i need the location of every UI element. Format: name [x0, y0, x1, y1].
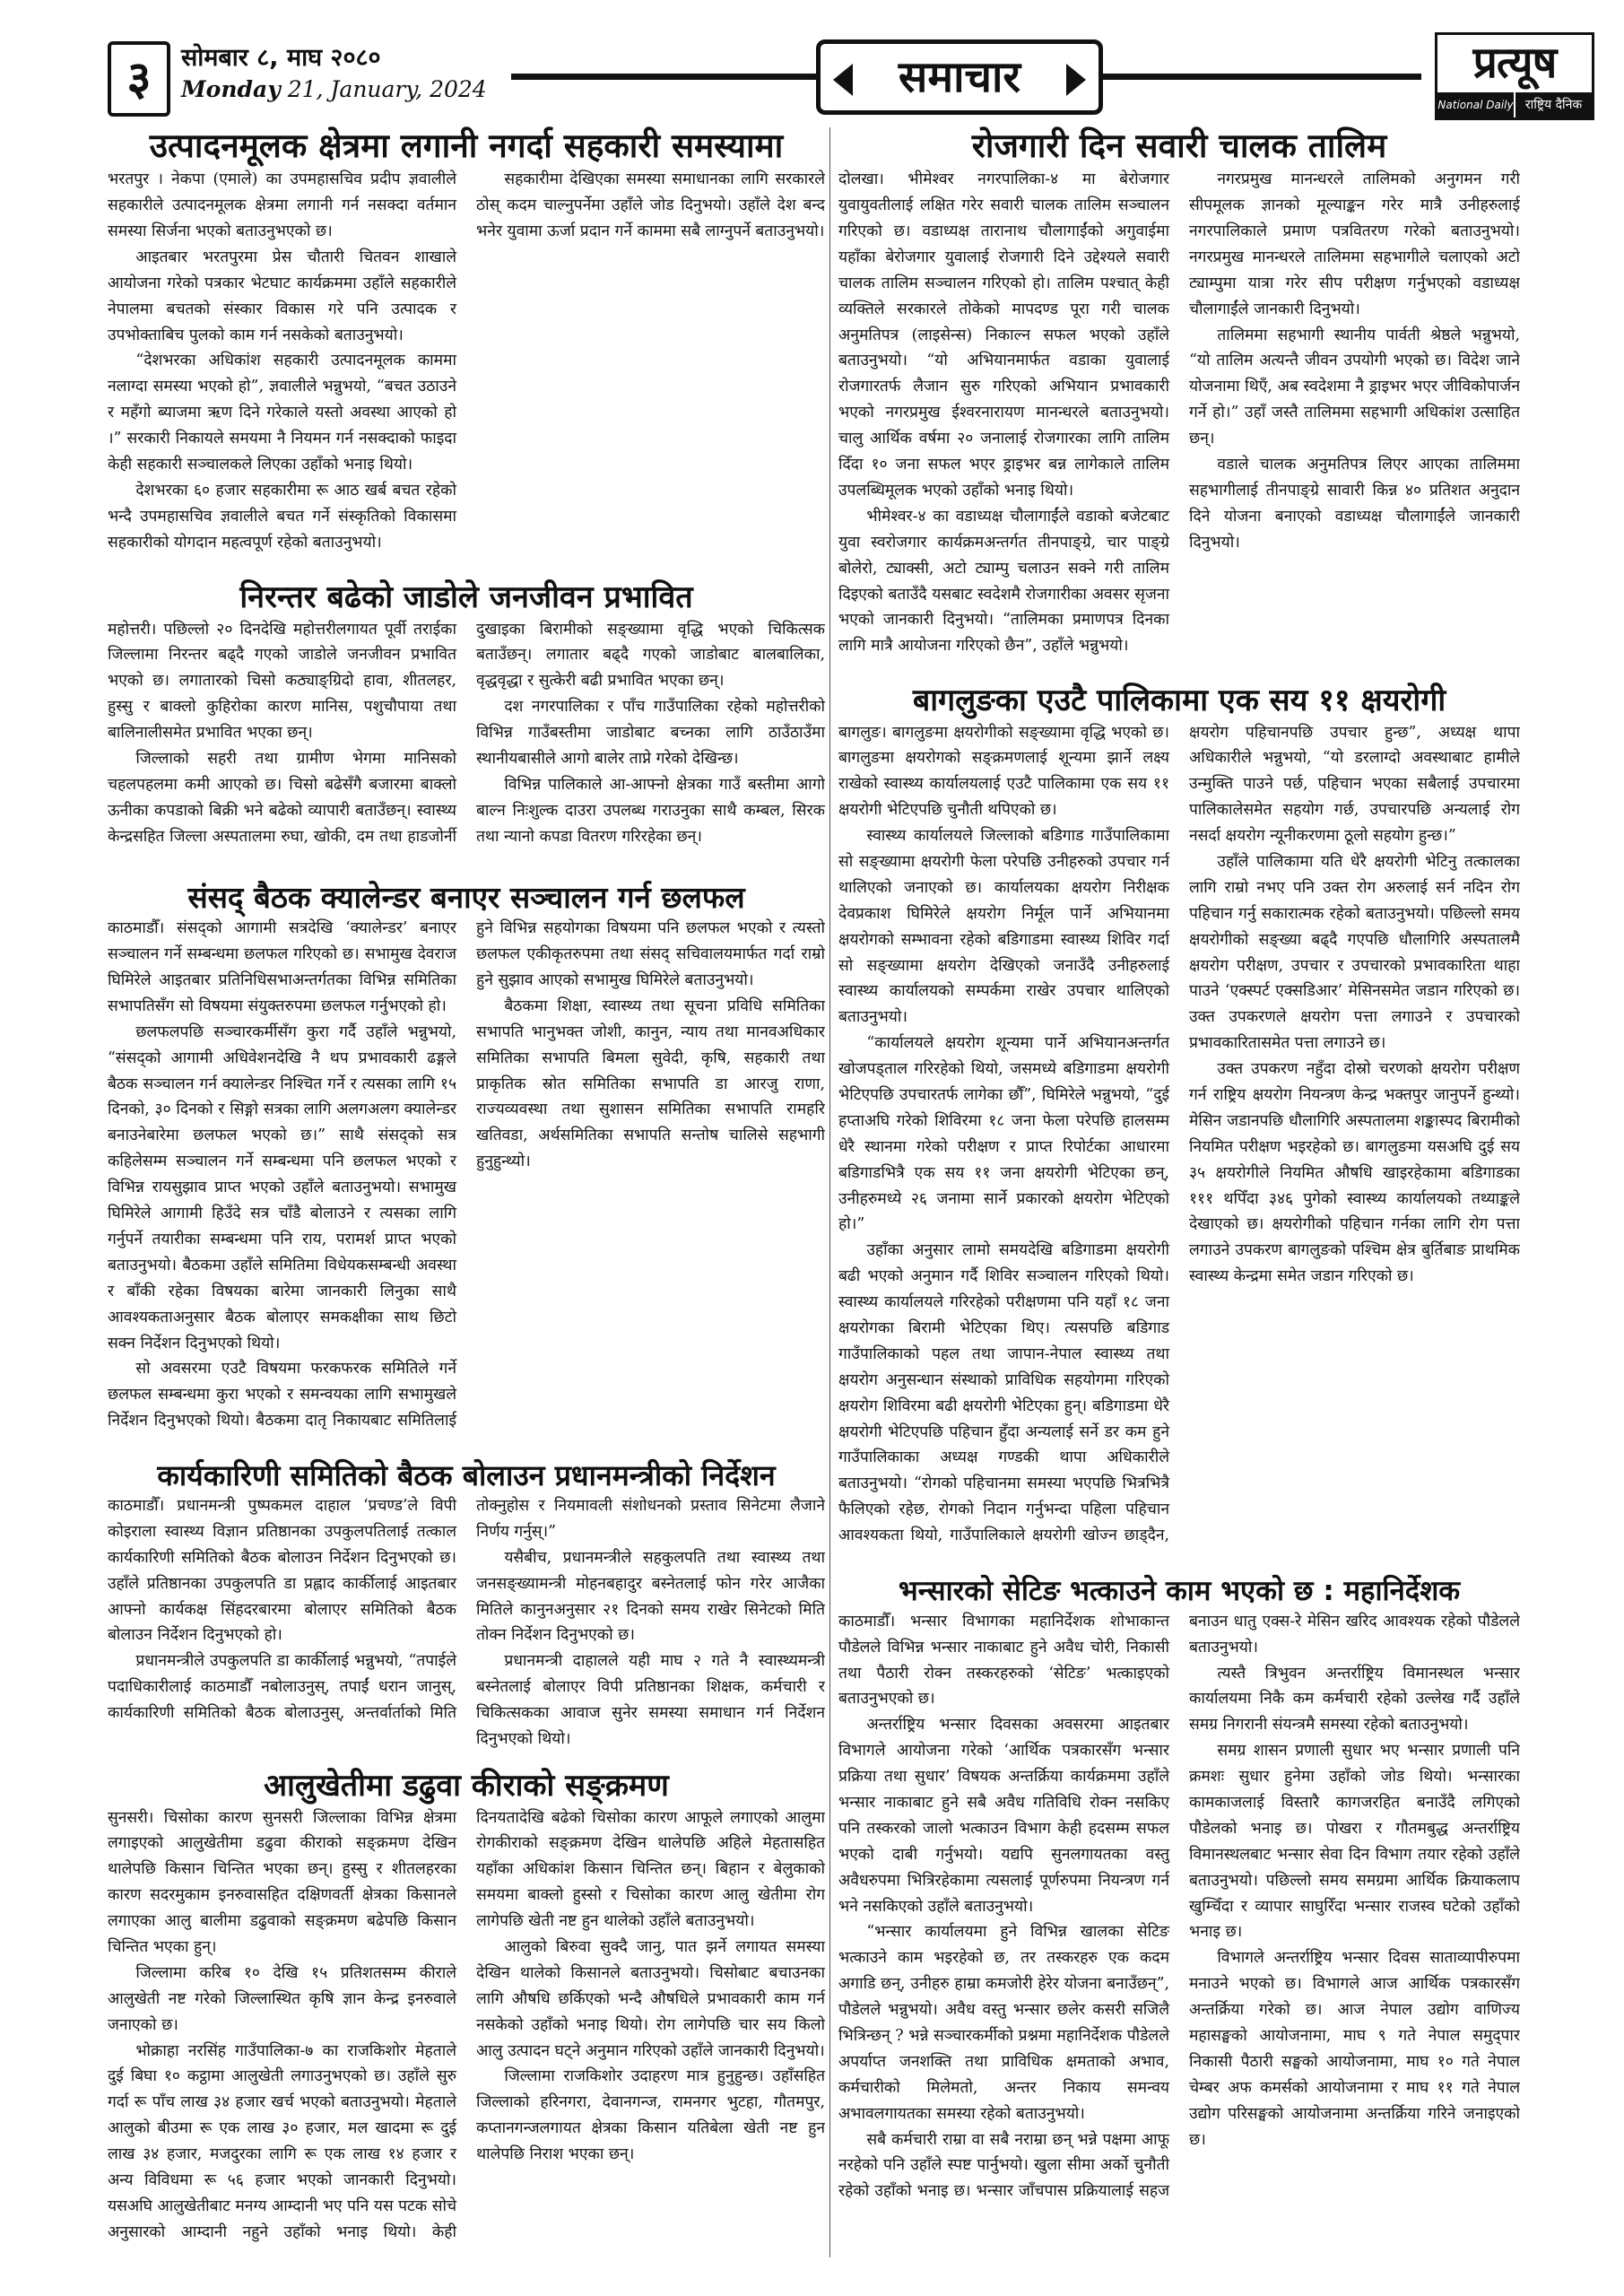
article-headline: निरन्तर बढेको जाडोले जनजीवन प्रभावित — [239, 579, 693, 615]
article-paragraph: बैठकमा शिक्षा, स्वास्थ्य तथा सूचना प्रविधि समितिका सभापति भानुभक्त जोशी, कानुन, न्याय तथा मानवअधिकार समितिका सभापति बिमला सुवेदी, कृषि, सहकारी तथा प्राकृतिक स्रोत समितिका सभापति डा आरजु राणा, राज्यव्यवस्था तथा सुशासन समितिका सभापति रामहरि खतिवडा, अर्थसमितिका सभापति सन्तोष चालिसे सहभागी हुनुहुन्थ्यो। — [476, 996, 825, 1171]
date-block — [181, 39, 504, 102]
article-paragraph: दश नगरपालिका र पाँच गाउँपालिका रहेको महोत्तरीको विभिन्न गाउँबस्तीमा जाडोबाट बच्नका लागि ठाउँठाउँमा स्थानीयबासीले आगो बालेर ताप्ने गरेको देखिन्छ। — [476, 698, 825, 768]
article-paragraph: जिल्लामा राजकिशोर उदाहरण मात्र हुनुहुन्छ। उहाँसहित जिल्लाको हरिनगरा, देवानगन्ज, रामनगर भुटहा, गौतमपुर, कप्तानगन्जलगायत क्षेत्रका किसान यतिबेला खेती नष्ट हुन थालेपछि निराश भएका छन्। — [476, 2067, 825, 2164]
article-paragraph: विभागले अन्तर्राष्ट्रिय भन्सार दिवस साताव्यापीरुपमा मनाउने भएको छ। विभागले आज आर्थिक पत्रकारसँग अन्तर्क्रिया गरेको छ। आज नेपाल उद्योग वाणिज्य महासङ्घको आयोजनामा, माघ ९ गते नेपाल समुद्पार निकासी पैठारी सङ्घको आयोजनामा, माघ १० गते नेपाल चेम्बर अफ कमर्सको आयोजनामा र माघ ११ गते नेपाल उद्योग परिसङ्घको आयोजनामा अन्तर्क्रिया गरिने जनाइएको छ। — [1189, 1949, 1520, 2149]
newspaper-logo — [1435, 32, 1594, 120]
article-paragraph: सो अवसरमा एउटै विषयमा फरकफरक समितिले गर्ने छलफल सम्बन्धमा कुरा भएको र समन्वयका लागि सभामुखले निर्देशन दिनुभएको थियो। बैठकमा दातृ निकायबाट समितिलाई हुने विभिन्न सहयोगका विषयमा पनि छलफल भएको र त्यस्तो छलफल एकीकृतरुपमा तथा संसद् सचिवालयमार्फत गर्दा राम्रो हुने सुझाव आएको सभामुख घिमिरेले बताउनुभयो। — [108, 919, 825, 1431]
article-paragraph: भोक्राहा नरसिंह गाउँपालिका-७ का राजकिशोर मेहताले दुई बिघा १० कट्ठामा आलुखेती लगाउनुभएको छ। उहाँले सुरु गर्दा रू पाँच लाख ३४ हजार खर्च भएको बताउनुभयो। मेहताले आलुको बीउमा रू एक लाख ३० हजार, मल खादमा रू दुई लाख ३४ हजार, मजदुरका लागि रू एक लाख १४ हजार र अन्य विविधमा रू ५६ हजार भएको जानकारी दिनुभयो। यसअघि आलुखेतीबाट मनग्य आम्दानी भए पनि यस पटक सोचे अनुसारको आम्दानी नहुने उहाँको भनाइ थियो। केही दिनयतादेखि बढेको चिसोका कारण आफूले लगाएको आलुमा रोगकीराको सङ्क्रमण देखिन थालेपछि अहिले मेहतासहित यहाँका अधिकांश किसान चिन्तित छन्। बिहान र बेलुकाको समयमा बाक्लो हुस्सो र चिसोका कारण आलु खेतीमा रोग लागेपछि खेती नष्ट हुन थालेको उहाँले बताउनुभयो। — [108, 1808, 825, 2241]
article-paragraph: काठमाडौँ। भन्सार विभागका महानिर्देशक शोभाकान्त पौडेलले विभिन्न भन्सार नाकाबाट हुने अवैध चोरी, निकासी तथा पैठारी रोक्न तस्करहरुको ‘सेटिङ’ भत्काइएको बताउनुभएको छ। — [838, 1612, 1169, 1709]
masthead-rule-left — [511, 74, 816, 80]
article-paragraph: छलफलपछि सञ्चारकर्मीसँग कुरा गर्दै उहाँले भन्नुभयो, “संसद्को आगामी अधिवेशनदेखि नै थप प्रभावकारी ढङ्गले बैठक सञ्चालन गर्न क्यालेन्डर निश्चित गर्ने र त्यसका लागि १५ दिनको, ३० दिनको र सिङ्गो सत्रका लागि अलगअलग क्यालेन्डर बनाउनेबारेमा छलफल भएको छ।” साथै संसद्को सत्र कहिलेसम्म सञ्चालन गर्ने सम्बन्धमा पनि छलफल भएको र विभिन्न रायसुझाव प्राप्त भएको उहाँले बताउनुभयो। सभामुख घिमिरेले आगामी हिउँदे सत्र चाँडै बोलाउने र त्यसका लागि गर्नुपर्ने तयारीका सम्बन्धमा पनि राय, परामर्श प्राप्त भएको बताउनुभयो। बैठकमा उहाँले समितिमा विधेयकसम्बन्धी अवस्था र बाँकी रहेका विषयका बारेमा जानकारी लिनुका साथै आवश्यकताअनुसार बैठक बोलाएर समकक्षीका साथ छिटो सक्न निर्देशन दिनुभएको थियो। — [108, 1022, 456, 1352]
article-paragraph: वडाले चालक अनुमतिपत्र लिएर आएका तालिममा सहभागीलाई तीनपाङ्ग्रे सावारी किन्न ४० प्रतिशत अनुदान दिने योजना बनाएको वडाध्यक्ष चौलागाईंले जानकारी दिनुभयो। — [1189, 456, 1520, 552]
date-english-date: 21, January, 2024 — [287, 76, 487, 102]
article-paragraph: समग्र शासन प्रणाली सुधार भए भन्सार प्रणाली पनि क्रमशः सुधार हुनेमा उहाँको जोड थियो। भन्सारका कामकाजलाई विस्तारै कागजरहित बनाउँदै लगिएको पौडेलको भनाइ छ। पोखरा र गौतमबुद्ध अन्तर्राष्ट्रिय विमानस्थलबाट भन्सार सेवा दिन विभाग तयार रहेको उहाँले बताउनुभयो। पछिल्लो समय समग्रमा आर्थिक क्रियाकलाप खुम्चिँदा र व्यापार साघुरिँदा भन्सार राजस्व घटेको उहाँको भनाइ छ। — [1189, 1742, 1520, 1942]
logo-bar — [1437, 92, 1592, 117]
article-sansad — [108, 879, 825, 1453]
article-paragraph: बागलुङ। बागलुङमा क्षयरोगीको सङ्ख्यामा वृद्धि भएको छ। बागलुङमा क्षयरोगको सङ्क्रमणलाई शून्यमा झार्ने लक्ष्य राखेको स्वास्थ्य कार्यालयलाई एउटै पालिकामा एक सय ११ क्षयरोगी भेटिएपछि चुनौती थपिएको छ। — [838, 723, 1169, 820]
logo-name: प्रत्यूष — [1472, 38, 1557, 88]
article-paragraph: “कार्यालयले क्षयरोग शून्यमा पार्ने अभियानअन्तर्गत खोजपड्ताल गरिरहेको थियो, जसमध्ये बडिगाडमा क्षयरोगी भेटिएपछि उपचारतर्फ लागेका छौँ”, घिमिरेले भन्नुभयो, “दुई हप्ताअघि गरेको शिविरमा १८ जना फेला परेपछि हालसम्म धेरै स्थानमा गरेको परीक्षण र प्राप्त रिपोर्टका आधारमा बडिगाडभित्रै एक सय ११ जना क्षयरोगी भेटिएका छन्, उनीहरुमध्ये २६ जनामा सार्ने प्रकारको क्षयरोग भेटिएको हो।” — [838, 1034, 1169, 1234]
article-paragraph: प्रधानमन्त्री दाहालले यही माघ २ गते नै स्वास्थ्यमन्त्री बस्नेतलाई बोलाएर विपी प्रतिष्ठानका शिक्षक, कर्मचारी र चिकित्सकका आवाज सुनेर समस्या समाधान गर्न निर्देशन दिनुभएको थियो। — [476, 1652, 825, 1749]
date-english — [181, 76, 504, 102]
article-headline: संसद् बैठक क्यालेन्डर बनाएर सञ्चालन गर्न छलफल — [187, 880, 745, 915]
article-jado — [108, 578, 825, 874]
article-paragraph: उक्त उपकरण नहुँदा दोस्रो चरणको क्षयरोग परीक्षण गर्न राष्ट्रिय क्षयरोग नियन्त्रण केन्द्र भक्तपुर जानुपर्ने हुन्थ्यो। मेसिन जडानपछि धौलागिरि अस्पतालमा शङ्कास्पद बिरामीको नियमित परीक्षण भइरहेको छ। बागलुङमा यसअघि दुई सय ३५ क्षयरोगीले नियमित औषधि खाइरहेकामा बडिगाडका १११ थपिँदा ३४६ पुगेको स्वास्थ्य कार्यालयको तथ्याङ्कले देखाएको छ। क्षयरोगीको पहिचान गर्नका लागि रोग पत्ता लगाउने उपकरण बागलुङको पश्चिम क्षेत्र बुर्तिबाङ प्राथमिक स्वास्थ्य केन्द्रमा समेत जडान गरिएको छ। — [1189, 1060, 1520, 1286]
article-paragraph: सबै कर्मचारी राम्रा वा सबै नराम्रा छन् भन्ने पक्षमा आफू नरहेको पनि उहाँले स्पष्ट पार्नुभयो। खुला सीमा अर्को चुनौती रहेको उहाँको भनाइ छ। भन्सार जाँचपास प्रक्रियालाई सहज बनाउन धातु एक्स-रे मेसिन खरिद आवश्यक रहेको पौडेलले बताउनुभयो। — [838, 1612, 1520, 2201]
article-body — [108, 617, 825, 870]
date-nepali: सोमबार ८, माघ २०८० — [181, 44, 381, 72]
section-title: समाचार — [898, 52, 1021, 102]
article-paragraph: जिल्लामा करिब १० देखि १५ प्रतिशतसम्म कीराले आलुखेती नष्ट गरेको जिल्लास्थित कृषि ज्ञान केन्द्र इनरुवाले जनाएको छ। — [108, 1963, 456, 2034]
article-body — [108, 1493, 825, 1755]
article-paragraph: आइतबार भरतपुरमा प्रेस चौतारी चितवन शाखाले आयोजना गरेको पत्रकार भेटघाट कार्यक्रममा उहाँले सहकारीले नेपालमा बचतको संस्कार विकास गरे पनि उत्पादक र उपभोक्ताबिच पुलको काम गर्न नसकेको बताउनुभयो। — [108, 248, 456, 344]
article-paragraph: सुनसरी। चिसोका कारण सुनसरी जिल्लाका विभिन्न क्षेत्रमा लगाइएको आलुखेतीमा डढुवा कीराको सङ्क्रमण देखिन थालेपछि किसान चिन्तित भएका छन्। हुस्सु र शीतलहरका कारण सदरमुकाम इनरुवासहित दक्षिणवर्ती क्षेत्रका किसानले लगाएका आलु बालीमा डढुवाको सङ्क्रमण बढेपछि किसान चिन्तित भएका हुन्। — [108, 1808, 456, 1956]
article-sawari — [838, 126, 1520, 677]
article-paragraph: त्यस्तै त्रिभुवन अन्तर्राष्ट्रिय विमानस्थल भन्सार कार्यालयमा निकै कम कर्मचारी रहेको उल्लेख गर्दै उहाँले समग्र निगरानी संयन्त्रमै समस्या रहेको बताउनुभयो। — [1189, 1664, 1520, 1735]
arrow-right-icon — [1066, 64, 1086, 96]
article-paragraph: देशभरका ६० हजार सहकारीमा रू आठ खर्ब बचत रहेको भन्दै उपमहासचिव ज्ञवालीले बचत गर्ने संस्कृतिको विकासमा सहकारीको योगदान महत्वपूर्ण रहेको बताउनुभयो। — [108, 481, 456, 552]
article-paragraph: जिल्लाको सहरी तथा ग्रामीण भेगमा मानिसको चहलपहलमा कमी आएको छ। चिसो बढेसँगै बजारमा बाक्लो ऊनीका कपडाको बिक्री भने बढेको व्यापारी बताउँछन्। स्वास्थ्य केन्द्रसहित जिल्ला अस्पतालमा रुघा, खोकी, दम तथा हाडजोर्नी दुखाइका बिरामीको सङ्ख्यामा वृद्धि भएको चिकित्सक बताउँछन्। लगातार बढ्दै गएको जाडोबाट बालबालिका, वृद्धवृद्धा र सुत्केरी बढी प्रभावित भएका छन्। — [108, 620, 825, 846]
article-paragraph: उहाँका अनुसार लामो समयदेखि बडिगाडमा क्षयरोगी बढी भएको अनुमान गर्दै शिविर सञ्चालन गरिएको थियो। स्वास्थ्य कार्यालयले गरिरहेको परीक्षणमा पनि यहाँ १८ जना क्षयरोगका बिरामी भेटिएका थिए। त्यसपछि बडिगाड गाउँपालिकाको पहल तथा जापान-नेपाल स्वास्थ्य तथा क्षयरोग अनुसन्धान संस्थाको प्राविधिक सहयोगमा गरिएको क्षयरोग शिविरमा बढी क्षयरोगी भेटिएका हुन्। बडिगाडमा धेरै क्षयरोगी भेटिएपछि पहिचान हुँदा अन्यलाई सर्ने डर कम हुने गाउँपालिकाका अध्यक्ष गण्डकी थापा अधिकारीले बताउनुभयो। “रोगको पहिचानमा समस्या भएपछि भित्रभित्रै फैलिएको रहेछ, रोगको निदान गर्नुभन्दा पहिला पहिचान आवश्यकता थियो, गाउँपालिकाले क्षयरोगी खोज्न छाड्दैन, क्षयरोग पहिचानपछि उपचार हुन्छ”, अध्यक्ष थापा अधिकारीले भन्नुभयो, “यो डरलाग्दो अवस्थाबाट हामीले उन्मुक्ति पाउने पर्छ, पहिचान भएका सबैलाई उपचारमा पालिकालेसमेत सहयोग गर्छ, उपचारपछि अन्यलाई रोग नसर्दा क्षयरोग न्यूनीकरणमा ठूलो सहयोग हुन्छ।” — [838, 723, 1520, 1545]
article-paragraph: अन्तर्राष्ट्रिय भन्सार दिवसका अवसरमा आइतबार विभागले आयोजना गरेको ‘आर्थिक पत्रकारसँग भन्सार प्रक्रिया तथा सुधार’ विषयक अन्तर्क्रिया कार्यक्रममा उहाँले भन्सार नाकाबाट हुने सबै अवैध गतिविधि रोक्न नसकिए पनि तस्करको जालो भत्काउन विभाग केही हदसम्म सफल भएको दाबी गर्नुभयो। यद्यपि सुनलगायतका वस्तु अवैधरुपमा भित्रिरहेकामा त्यसलाई पूर्णरुपमा नियन्त्रण गर्न भने नसकिएको उहाँले बताउनुभयो। — [838, 1716, 1169, 1916]
article-sahakari — [108, 126, 825, 574]
logo-subtitle-nepali: राष्ट्रिय दैनिक — [1514, 92, 1592, 117]
article-paragraph: महोत्तरी। पछिल्लो २० दिनदेखि महोत्तरीलगायत पूर्वी तराईका जिल्लामा निरन्तर बढ्दै गएको जाडोले जनजीवन प्रभावित भएको छ। लगातारको चिसो कठ्याङ्ग्रिदो हावा, शीतलहर, हुस्सु र बाक्लो कुहिरोका कारण मानिस, पशुचौपाया तथा बालिनालीसमेत प्रभावित भएका छन्। — [108, 620, 456, 743]
article-paragraph: काठमाडौँ। संसद्को आगामी सत्रदेखि ‘क्यालेन्डर’ बनाएर सञ्चालन गर्ने सम्बन्धमा छलफल गरिएको छ। सभामुख देवराज घिमिरेले आइतबार प्रतिनिधिसभाअन्तर्गतका विभिन्न समितिका सभापतिसँग सो विषयमा संयुक्तरुपमा छलफल गर्नुभएको हो। — [108, 919, 456, 1015]
article-paragraph: आलुको बिरुवा सुक्दै जानु, पात झर्ने लगायत समस्या देखिन थालेको किसानले बताउनुभयो। चिसोबाट बचाउनका लागि औषधि छर्किएको भन्दै औषधिले प्रभावकारी काम गर्न नसकेको उहाँको भनाइ थियो। रोग लागेपछि चार सय किलो आलु उत्पादन घट्ने अनुमान गरिएको उहाँले जानकारी दिनुभयो। — [476, 1937, 825, 2060]
article-headline: कार्यकारिणी समितिको बैठक बोलाउन प्रधानमन्त्रीको निर्देशन — [157, 1458, 776, 1492]
article-body — [838, 720, 1520, 1565]
article-paragraph: नगरप्रमुख मानन्धरले तालिमको अनुगमन गरी सीपमूलक ज्ञानको मूल्याङ्कन गरेर मात्रै उनीहरुलाई नगरपालिकाले प्रमाण पत्रवितरण गरेको बताउनुभयो। नगरप्रमुख मानन्धरले तालिममा सहभागीले चलाएको अटो ट्याम्पुमा यात्रा गरेर सीप परीक्षण गर्नुभएको वडाध्यक्ष चौलागाईंले जानकारी दिनुभयो। — [1189, 170, 1520, 318]
date-english-day: Monday — [181, 76, 281, 102]
article-paragraph: “भन्सार कार्यालयमा हुने विभिन्न खालका सेटिङ भत्काउने काम भइरहेको छ, तर तस्करहरु एक कदम अगाडि छन्, उनीहरु हाम्रा कमजोरी हेरेर योजना बनाउँछन्”, पौडेलले भन्नुभयो। अवैध वस्तु भन्सार छलेर कसरी सजिलै भित्रिन्छन् ? भन्ने सञ्चारकर्मीको प्रश्नमा महानिर्देशक पौडेलले अपर्याप्त जनशक्ति तथा प्राविधिक क्षमताको अभाव, कर्मचारीको मिलेमतो, अन्तर निकाय समन्वय अभावलगायतका समस्या रहेको बताउनुभयो। — [838, 1923, 1169, 2123]
article-body — [108, 1805, 825, 2256]
article-headline: रोजगारी दिन सवारी चालक तालिम — [971, 126, 1387, 165]
section-banner — [816, 39, 1103, 115]
article-paragraph: यसैबीच, प्रधानमन्त्रीले सहकुलपति तथा स्वास्थ्य तथा जनसङ्ख्यामन्त्री मोहनबहादुर बस्नेतलाई फोन गरेर आजैका मितिले कानुनअनुसार २१ दिनको समय राखेर सिनेटको मिति तोक्न निर्देशन दिनुभएको छ। — [476, 1548, 825, 1645]
article-paragraph: सहकारीमा देखिएका समस्या समाधानका लागि सरकारले ठोस् कदम चाल्नुपर्नेमा उहाँले जोड दिनुभयो। उहाँले देश बन्द भनेर युवामा ऊर्जा प्रदान गर्ने काममा सबै लाग्नुपर्ने बताउनुभयो। — [476, 170, 825, 241]
article-body — [838, 1609, 1520, 2252]
article-paragraph: उहाँले पालिकामा यति धेरै क्षयरोगी भेटिनु तत्कालका लागि राम्रो नभए पनि उक्त रोग अरुलाई सर्न नदिन रोग पहिचान गर्नु सकारात्मक रहेको बताउनुभयो। पछिल्लो समय क्षयरोगीको सङ्ख्या बढ्दै गएपछि धौलागिरि अस्पतालमै क्षयरोग परीक्षण, उपचार र उपचारको प्रभावकारिता थाहा पाउने ‘एक्स्पर्ट एक्सडिआर’ मेसिनसमेत जडान गरिएको छ। उक्त उपकरणले क्षयरोग पत्ता लगाउने र उपचारको प्रभावकारितासमेत पत्ता लगाउने छ। — [1189, 852, 1520, 1053]
article-body — [108, 167, 825, 569]
article-headline: उत्पादनमूलक क्षेत्रमा लगानी नगर्दा सहकारी समस्यामा — [149, 126, 784, 165]
masthead — [108, 32, 1583, 122]
arrow-left-icon — [833, 64, 853, 96]
column-divider — [829, 127, 830, 2257]
page-number: ३ — [108, 41, 170, 117]
article-paragraph: तालिममा सहभागी स्थानीय पार्वती श्रेष्ठले भन्नुभयो, “यो तालिम अत्यन्तै जीवन उपयोगी भएको छ। विदेश जाने योजनामा थिएँ, अब स्वदेशमा नै ड्राइभर भएर जीविकोपार्जन गर्ने हो।” उहाँ जस्तै तालिममा सहभागी अधिकांश उत्साहित छन्। — [1189, 326, 1520, 448]
article-paragraph: प्रधानमन्त्रीले उपकुलपति डा कार्कीलाई भन्नुभयो, “तपाईले पदाधिकारीलाई काठमाडौँ नबोलाउनुस्, तपाईं धरान जानुस्, कार्यकारिणी समितिको बैठक बोलाउनुस्, अन्तर्वार्ताको मिति तोक्नुहोस र नियमावली संशोधनको प्रस्ताव सिनेटमा लैजाने निर्णय गर्नुस्।” — [108, 1497, 825, 1723]
article-bhansar — [838, 1574, 1520, 2260]
article-paragraph: विभिन्न पालिकाले आ-आफ्नो क्षेत्रका गाउँ बस्तीमा आगो बाल्न निःशुल्क दाउरा उपलब्ध गराउनुका साथै कम्बल, सिरक तथा न्यानो कपडा वितरण गरिरहेका छन्। — [476, 775, 825, 846]
article-paragraph: “देशभरका अधिकांश सहकारी उत्पादनमूलक काममा नलाग्दा समस्या भएको हो”, ज्ञवालीले भन्नुभयो, “बचत उठाउने र महँगो ब्याजमा ऋण दिने गरेकाले यस्तो अवस्था आएको हो ।” सरकारी निकायले समयमा नै नियमन गर्न नसक्दाको फाइदा केही सहकारी सञ्चालकले लिएका उहाँको भनाइ थियो। — [108, 352, 456, 474]
article-paragraph: भीमेश्वर-४ का वडाध्यक्ष चौलागाईंले वडाको बजेटबाट युवा स्वरोजगार कार्यक्रमअन्तर्गत तीनपाङ्ग्रे, चार पाङ्ग्रे बोलेरो, ट्याक्सी, अटो ट्याम्पु चलाउन सक्ने गरी तालिम दिइएको बताउँदै यसबाट स्वदेशमै रोजगारीका अवसर सृजना भएको जानकारी दिनुभयो। “तालिमका प्रमाणपत्र दिनका लागि मात्रै आयोजना गरिएको छैन”, उहाँले भन्नुभयो। — [838, 507, 1169, 656]
article-aalu — [108, 1767, 825, 2260]
article-paragraph: दोलखा। भीमेश्वर नगरपालिका-४ मा बेरोजगार युवायुवतीलाई लक्षित गरेर सवारी चालक तालिम सञ्चालन गरिएको छ। वडाध्यक्ष तारानाथ चौलागाईंको अगुवाईमा यहाँका बेरोजगार युवालाई रोजगारी दिने उद्देश्यले सवारी चालक तालिम सञ्चालन गरिएको हो। तालिम पश्चात् केही व्यक्तिले सरकारले तोकेको मापदण्ड पूरा गरी चालक अनुमतिपत्र (लाइसेन्स) निकाल्न सफल भएको उहाँले बताउनुभयो। “यो अभियानमार्फत वडाका युवालाई रोजगारतर्फ लैजान सुरु गरिएको अभियान प्रभावकारी भएको नगरप्रमुख ईश्वरनारायण मानन्धरले बताउनुभयो। चालु आर्थिक वर्षमा २० जनालाई रोजगारका लागि तालिम दिँदा १० जना सफल भएर ड्राइभर बन्न लागेकाले तालिम उपलब्धिमूलक भएको उहाँको भनाइ थियो। — [838, 170, 1169, 500]
article-body — [838, 167, 1520, 672]
article-kshayarog — [838, 682, 1520, 1570]
article-karyakarini — [108, 1457, 825, 1762]
article-paragraph: स्वास्थ्य कार्यालयले जिल्लाको बडिगाड गाउँपालिकामा सो सङ्ख्यामा क्षयरोगी फेला परेपछि उनीहरुको उपचार गर्न थालिएको जनाएको छ। कार्यालयका क्षयरोग निरीक्षक देवप्रकाश घिमिरेले क्षयरोग निर्मूल पार्ने अभियानमा क्षयरोगको सम्भावना रहेको बडिगाडमा स्वास्थ्य शिविर गर्दा सो सङ्ख्यामा क्षयरोग देखिएको जनाउँदै उनीहरुलाई स्वास्थ्य कार्यालयको सम्पर्कमा राखेर उपचार थालिएको बताउनुभयो। — [838, 827, 1169, 1027]
logo-subtitle-english: National Daily — [1437, 99, 1514, 111]
article-body — [108, 916, 825, 1447]
article-paragraph: भरतपुर । नेकपा (एमाले) का उपमहासचिव प्रदीप ज्ञवालीले सहकारीले उत्पादनमूलक क्षेत्रमा लगानी गर्न नसक्दा वर्तमान समस्या सिर्जना भएको बताउनुभएको छ। — [108, 170, 456, 241]
masthead-rule-right — [1103, 74, 1421, 80]
article-paragraph: काठमाडौँ। प्रधानमन्त्री पुष्पकमल दाहाल ‘प्रचण्ड’ले विपी कोइराला स्वास्थ्य विज्ञान प्रतिष्ठानका उपकुलपतिलाई तत्काल कार्यकारिणी समितिको बैठक बोलाउन निर्देशन दिनुभएको छ। उहाँले प्रतिष्ठानका उपकुलपति डा प्रह्लाद कार्कीलाई आइतबार आफ्नो कार्यकक्ष सिंहदरबारमा बोलाएर समितिको बैठक बोलाउन निर्देशन दिनुभएको हो। — [108, 1497, 456, 1645]
article-headline: आलुखेतीमा डढुवा कीराको सङ्क्रमण — [264, 1768, 669, 1804]
article-headline: भन्सारको सेटिङ भत्काउने काम भएको छ : महानिर्देशक — [898, 1575, 1461, 1607]
article-headline: बागलुङका एउटै पालिकामा एक सय ११ क्षयरोगी — [912, 683, 1446, 718]
